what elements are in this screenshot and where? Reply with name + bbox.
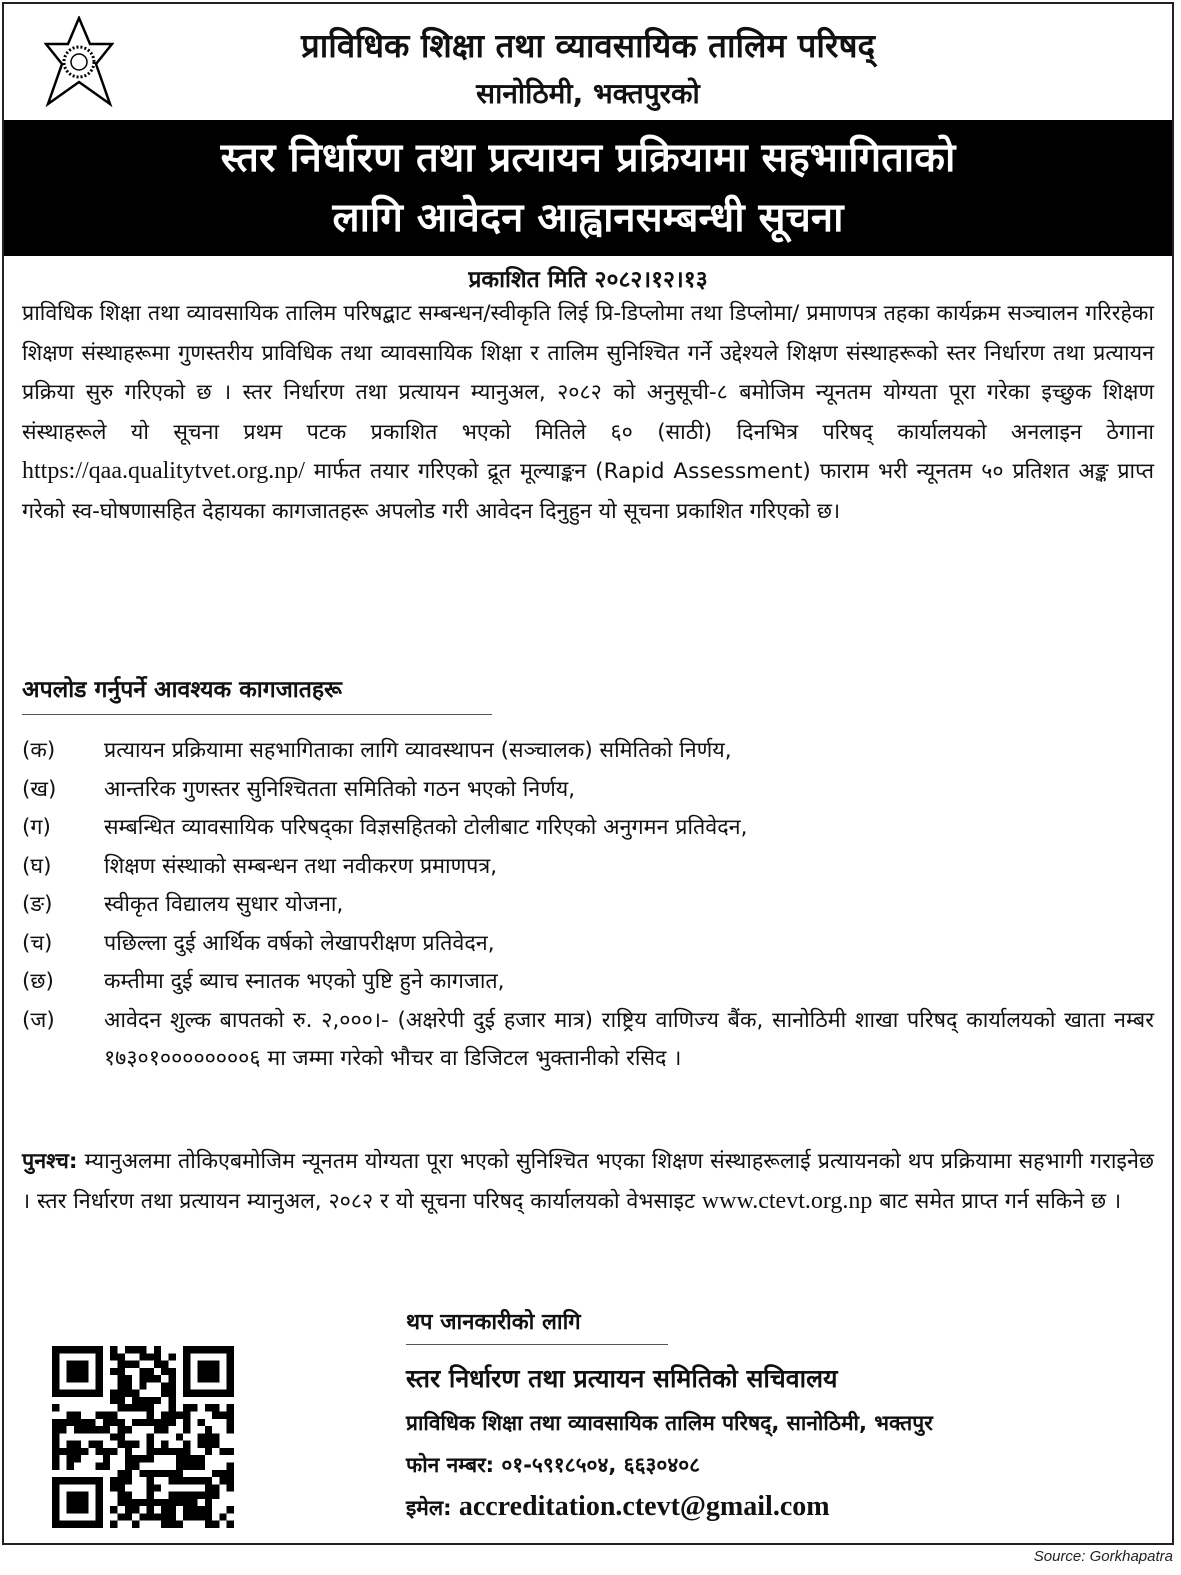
contact-address: प्राविधिक शिक्षा तथा व्यावसायिक तालिम परिषद्, सानोठिमी, भक्तपुर bbox=[406, 1411, 933, 1435]
body-text-2: मार्फत तयार गरिएको द्रूत मूल्याङ्कन (Rapid Assessment) फाराम भरी न्यूनतम ५० प्रतिशत अङ्क प्राप्त गरेको स्व-घोषणासहित देहायका कागजातहरू अपलोड गरी आवेदन दिनुहुन यो सूचना प्रकाशित गरिएको छ। bbox=[22, 459, 1154, 524]
item-label: (घ) bbox=[22, 853, 52, 879]
source-credit: Source: Gorkhapatra bbox=[1033, 1548, 1173, 1565]
notice-title-band bbox=[4, 120, 1172, 256]
list-item bbox=[22, 732, 1154, 771]
postscript-text-2: बाट समेत प्राप्त गर्न सकिने छ । bbox=[879, 1188, 1122, 1214]
notice-title-line2: लागि आवेदन आह्वानसम्बन्धी सूचना bbox=[332, 195, 844, 241]
application-url-link[interactable]: https://qaa.qualitytvet.org.np/ bbox=[22, 458, 305, 484]
documents-list bbox=[22, 732, 1154, 1079]
item-label: (क) bbox=[22, 738, 56, 763]
contact-email bbox=[406, 1491, 933, 1523]
item-label: (छ) bbox=[22, 969, 54, 994]
list-item bbox=[22, 963, 1154, 1002]
organization-location: सानोठिमी, भक्तपुरको bbox=[476, 77, 700, 110]
published-date: प्रकाशित मिति २०८२।१२।१३ bbox=[468, 267, 708, 293]
item-label: (ङ) bbox=[22, 892, 53, 917]
documents-heading: अपलोड गर्नुपर्ने आवश्यक कागजातहरू bbox=[22, 672, 492, 715]
item-text: सम्बन्धित व्यावसायिक परिषद्का विज्ञसहितको टोलीबाट गरिएको अनुगमन प्रतिवेदन, bbox=[104, 815, 748, 840]
website-link[interactable]: www.ctevt.org.np bbox=[701, 1187, 873, 1214]
list-item bbox=[22, 848, 1154, 887]
contact-phone: फोन नम्बर: ०१-५९१८५०४, ६६३०४०८ bbox=[406, 1453, 701, 1477]
qr-code-icon[interactable] bbox=[52, 1344, 234, 1530]
contact-heading: थप जानकारीको लागि bbox=[406, 1306, 668, 1345]
list-item bbox=[22, 886, 1154, 925]
notice-frame bbox=[2, 2, 1174, 1545]
postscript-text-1: म्यानुअलमा तोकिएबमोजिम न्यूनतम योग्यता पूरा भएको सुनिश्चित भएका शिक्षण संस्थाहरूलाई प्रत्यायनको थप प्रक्रियामा सहभागी गराइनेछ । स्तर निर्धारण तथा प्रत्यायन म्यानुअल, २०८२ र यो सूचना परिषद् कार्यालयको वेभसाइट bbox=[22, 1149, 1154, 1214]
item-text: शिक्षण संस्थाको सम्बन्धन तथा नवीकरण प्रमाणपत्र, bbox=[104, 853, 498, 879]
postscript bbox=[22, 1142, 1154, 1221]
item-text: स्वीकृत विद्यालय सुधार योजना, bbox=[104, 892, 344, 917]
item-label: (ख) bbox=[22, 776, 57, 802]
contact-block bbox=[406, 1306, 933, 1523]
email-label: इमेल: bbox=[406, 1496, 452, 1520]
notice-title-line1: स्तर निर्धारण तथा प्रत्यायन प्रक्रियामा सहभागिताको bbox=[220, 135, 956, 181]
email-link[interactable]: accreditation.ctevt@gmail.com bbox=[458, 1491, 830, 1522]
notice-body bbox=[22, 294, 1154, 531]
organization-name: प्राविधिक शिक्षा तथा व्यावसायिक तालिम परिषद् bbox=[300, 26, 876, 65]
item-label: (च) bbox=[22, 930, 53, 956]
item-text: प्रत्यायन प्रक्रियामा सहभागिताका लागि व्यावस्थापन (सञ्चालक) समितिको निर्णय, bbox=[104, 738, 732, 763]
postscript-label: पुनश्च: bbox=[22, 1149, 78, 1174]
item-label: (ग) bbox=[22, 815, 51, 840]
item-text: कम्तीमा दुई ब्याच स्नातक भएको पुष्टि हुने कागजात, bbox=[104, 969, 505, 994]
list-item bbox=[22, 809, 1154, 848]
list-item bbox=[22, 925, 1154, 964]
list-item bbox=[22, 771, 1154, 810]
item-text: पछिल्ला दुई आर्थिक वर्षको लेखापरीक्षण प्रतिवेदन, bbox=[104, 930, 495, 956]
item-text: आन्तरिक गुणस्तर सुनिश्चितता समितिको गठन भएको निर्णय, bbox=[104, 776, 576, 802]
item-label: (ज) bbox=[22, 1007, 55, 1033]
list-item bbox=[22, 1002, 1154, 1079]
contact-office: स्तर निर्धारण तथा प्रत्यायन समितिको सचिवालय bbox=[406, 1364, 838, 1393]
item-text: आवेदन शुल्क बापतको रु. २,०००।- (अक्षरेपी दुई हजार मात्र) राष्ट्रिय वाणिज्य बैंक, सानोठिमी शाखा परिषद् कार्यालयको खाता नम्बर १७३०१००००००००६ मा जम्मा गरेको भौचर वा डिजिटल भुक्तानीको रसिद । bbox=[104, 1007, 1154, 1071]
body-text-1: प्राविधिक शिक्षा तथा व्यावसायिक तालिम परिषद्बाट सम्बन्धन/स्वीकृति लिई प्रि-डिप्लोमा तथा डिप्लोमा/ प्रमाणपत्र तहका कार्यक्रम सञ्चालन गरिरहेका शिक्षण संस्थाहरूमा गुणस्तरीय प्राविधिक तथा व्यावसायिक शिक्षा र तालिम सुनिश्चित गर्ने उद्देश्यले शिक्षण संस्थाहरूको स्तर निर्धारण तथा प्रत्यायन प्रक्रिया सुरु गरिएको छ । स्तर निर्धारण तथा प्रत्यायन म्यानुअल, २०८२ को अनुसूची-८ बमोजिम न्यूनतम योग्यता पूरा गरेका इच्छुक शिक्षण संस्थाहरूले यो सूचना प्रथम पटक प्रकाशित भएको मितिले ६० (साठी) दिनभित्र परिषद् कार्यालयको अनलाइन ठेगाना bbox=[22, 301, 1154, 445]
